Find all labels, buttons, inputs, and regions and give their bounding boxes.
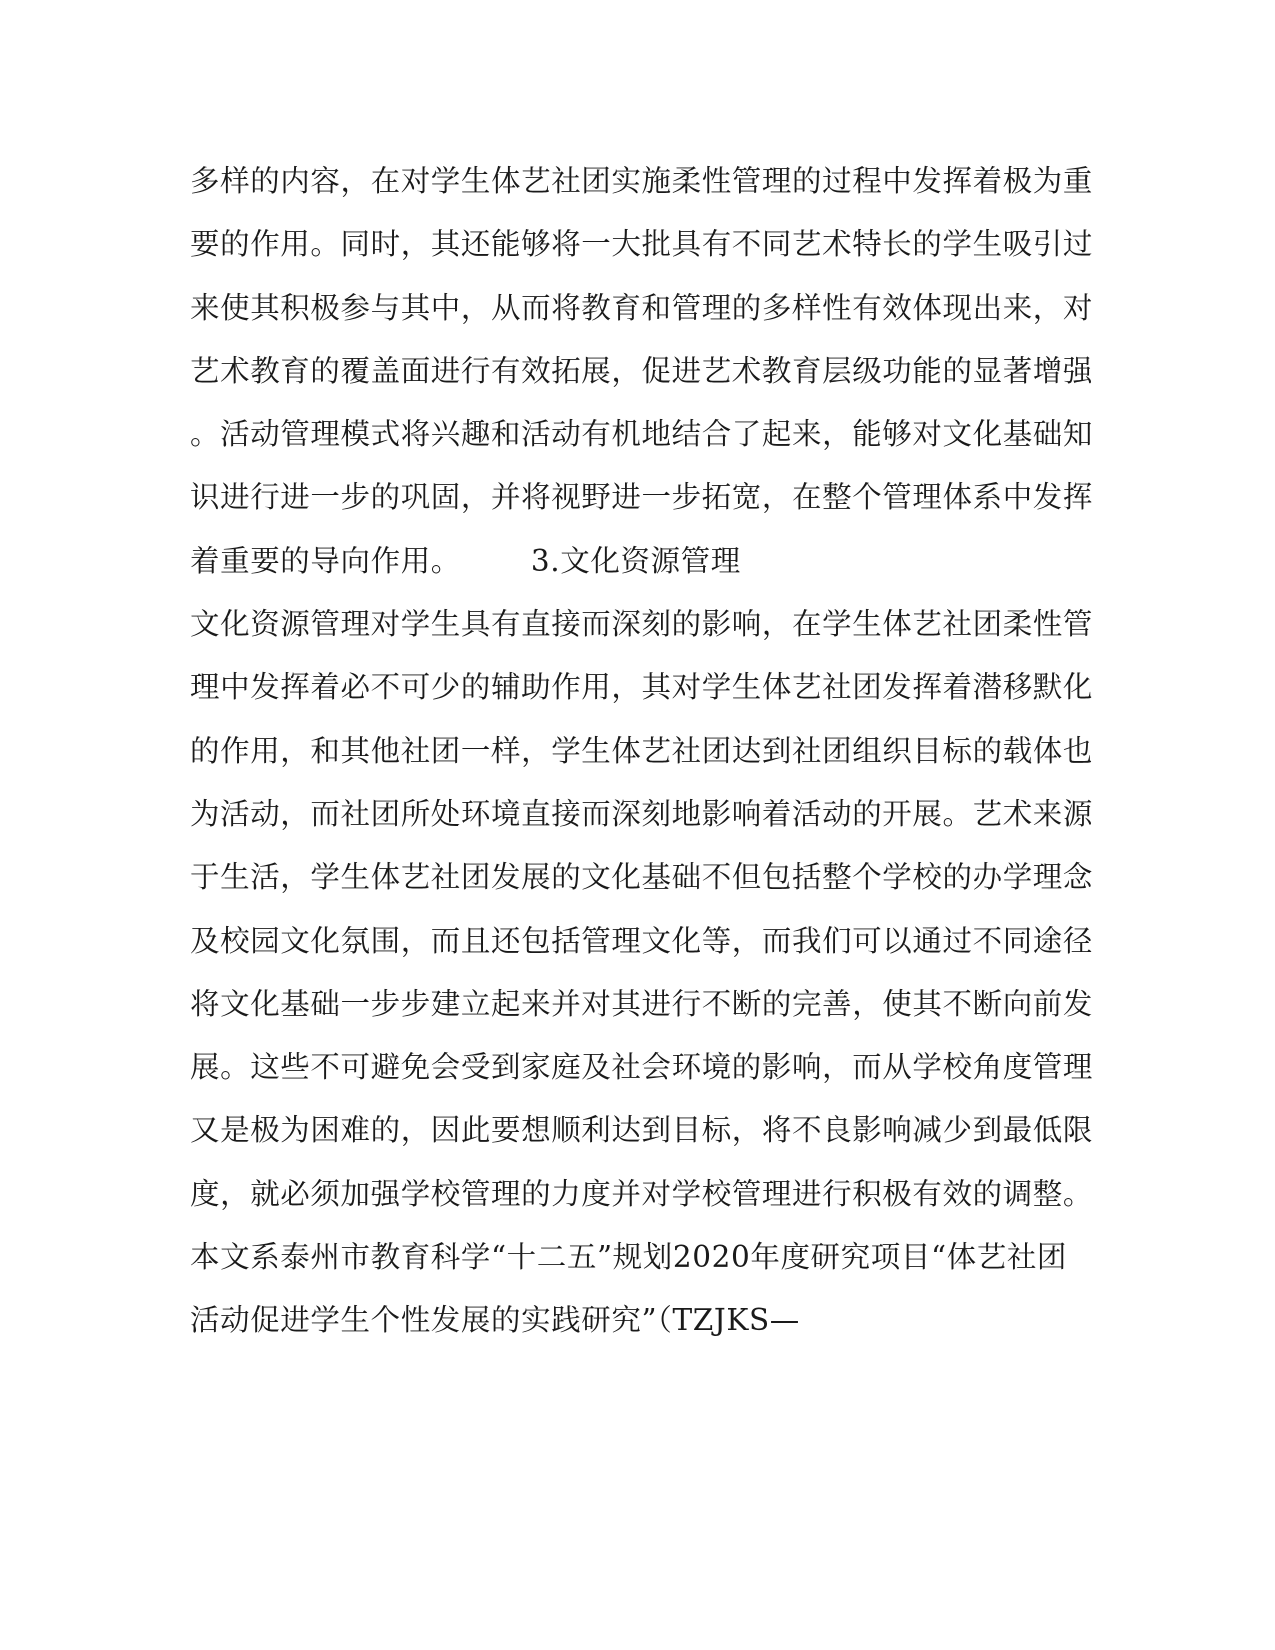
text-line: 艺术教育的覆盖面进行有效拓展，促进艺术教育层级功能的显著增强: [190, 353, 1094, 388]
text-line: 的作用，和其他社团一样，学生体艺社团达到社团组织目标的载体也: [190, 733, 1094, 768]
text-line: 为活动，而社团所处环境直接而深刻地影响着活动的开展。艺术来源: [190, 796, 1094, 831]
text-line: 识进行进一步的巩固，并将视野进一步拓宽，在整个管理体系中发挥: [190, 480, 1094, 515]
text-line: 又是极为困难的，因此要想顺利达到目标，将不良影响减少到最低限: [190, 1113, 1094, 1148]
body-text: [190, 150, 1094, 1353]
section-heading: 3.文化资源管理: [530, 543, 741, 578]
text-line: 及校园文化氛围，而且还包括管理文化等，而我们可以通过不同途径: [190, 923, 1094, 958]
text-line: 将文化基础一步步建立起来并对其进行不断的完善，使其不断向前发: [190, 986, 1094, 1021]
text-line: 着重要的导向作用。: [190, 543, 461, 578]
text-line: 于生活，学生体艺社团发展的文化基础不但包括整个学校的办学理念: [190, 860, 1094, 895]
text-line: 展。这些不可避免会受到家庭及社会环境的影响，而从学校角度管理: [190, 1050, 1094, 1085]
text-line: 要的作用。同时，其还能够将一大批具有不同艺术特长的学生吸引过: [190, 227, 1094, 262]
text-line: 理中发挥着必不可少的辅助作用，其对学生体艺社团发挥着潜移默化: [190, 670, 1094, 705]
text-line: 文化资源管理对学生具有直接而深刻的影响，在学生体艺社团柔性管: [190, 607, 1094, 642]
text-line: 活动促进学生个性发展的实践研究”（TZJKS—: [190, 1303, 800, 1338]
text-line: 多样的内容，在对学生体艺社团实施柔性管理的过程中发挥着极为重: [190, 164, 1094, 198]
text-line-with-heading: [190, 530, 1060, 593]
text-line: 度，就必须加强学校管理的力度并对学校管理进行积极有效的调整。: [190, 1176, 1094, 1211]
text-line: 。活动管理模式将兴趣和活动有机地结合了起来，能够对文化基础知: [190, 417, 1094, 452]
text-line: 来使其积极参与其中，从而将教育和管理的多样性有效体现出来，对: [190, 290, 1094, 325]
text-line: 本文系泰州市教育科学“十二五”规划2020年度研究项目“体艺社团: [190, 1240, 1068, 1275]
